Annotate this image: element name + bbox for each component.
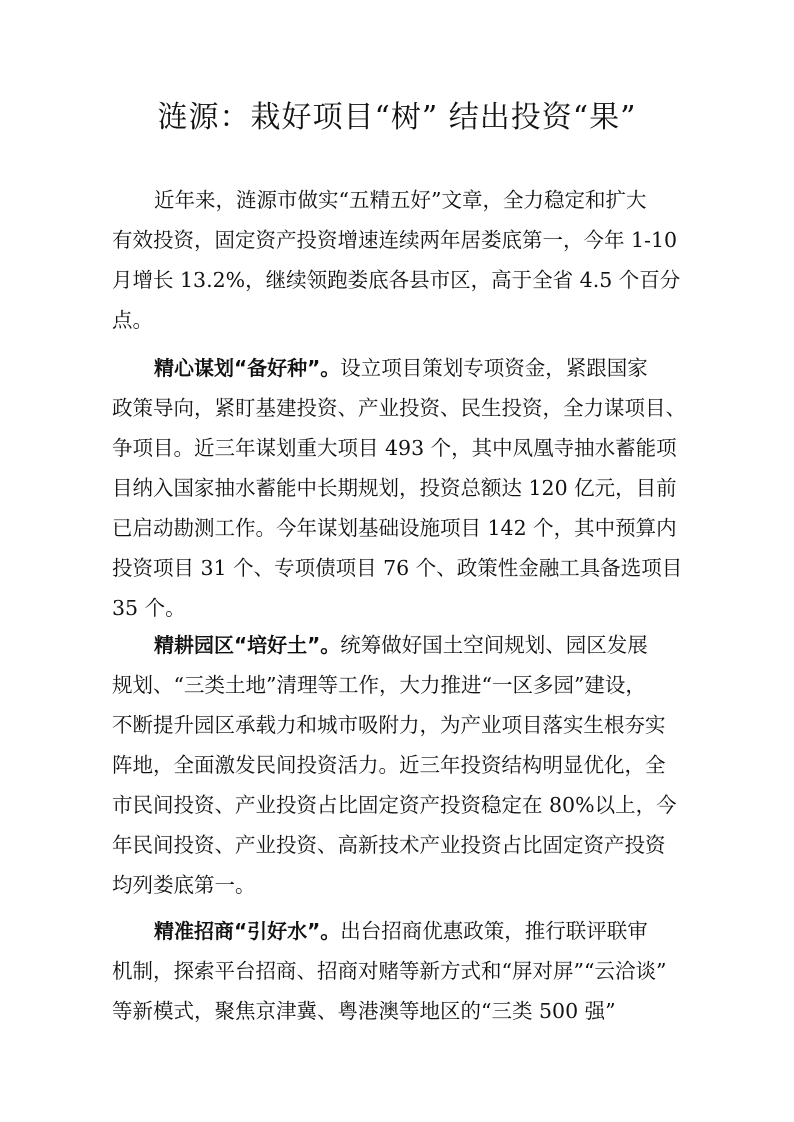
section-lead-heading: 精耕园区“培好土”。 [154, 633, 341, 657]
intro-paragraph [112, 180, 692, 340]
paragraph-line [112, 911, 692, 951]
paragraph-line: 争项目。近三年谋划重大项目 493 个，其中凤凰寺抽水蓄能项 [112, 436, 677, 460]
section-paragraph-planning [112, 348, 692, 628]
paragraph-text: 设立项目策划专项资金，紧跟国家 [340, 356, 648, 380]
paragraph-line: 投资项目 31 个、专项债项目 76 个、政策性金融工具备选项目 [112, 556, 683, 580]
paragraph-line: 政策导向，紧盯基建投资、产业投资、民生投资，全力谋项目、 [112, 396, 686, 420]
paragraph-line: 均列娄底第一。 [112, 873, 256, 897]
section-paragraph-investment-attraction [112, 911, 692, 1031]
paragraph-line: 阵地，全面激发民间投资活力。近三年投资结构明显优化，全 [112, 753, 666, 777]
paragraph-line: 年民间投资、产业投资、高新技术产业投资占比固定资产投资 [112, 833, 666, 857]
paragraph-text: 统筹做好国土空间规划、园区发展 [340, 633, 648, 657]
paragraph-line: 点。 [112, 308, 153, 332]
paragraph-line: 不断提升园区承载力和城市吸附力，为产业项目落实生根夯实 [112, 713, 666, 737]
paragraph-line: 规划、“三类土地”清理等工作，大力推进“一区多园”建设， [112, 673, 646, 697]
paragraph-line: 市民间投资、产业投资占比固定资产投资稳定在 80%以上，今 [112, 793, 677, 817]
paragraph-line: 近年来，涟源市做实“五精五好”文章，全力稳定和扩大 [154, 188, 647, 212]
paragraph-line: 已启动勘测工作。今年谋划基础设施项目 142 个，其中预算内 [112, 516, 677, 540]
paragraph-line: 目纳入国家抽水蓄能中长期规划，投资总额达 120 亿元，目前 [112, 476, 677, 500]
paragraph-line: 月增长 13.2%，继续领跑娄底各县市区，高于全省 4.5 个百分 [112, 268, 681, 292]
paragraph-line: 35 个。 [112, 596, 186, 620]
paragraph-line: 等新模式，聚焦京津冀、粤港澳等地区的“三类 500 强” [112, 999, 616, 1023]
paragraph-line [112, 348, 692, 388]
section-paragraph-parks [112, 625, 692, 905]
section-lead-heading: 精心谋划“备好种”。 [154, 356, 341, 380]
paragraph-text: 出台招商优惠政策，推行联评联审 [340, 919, 648, 943]
section-lead-heading: 精准招商“引好水”。 [154, 919, 341, 943]
paragraph-line: 有效投资，固定资产投资增速连续两年居娄底第一，今年 1-10 [112, 228, 678, 252]
paragraph-line [112, 625, 692, 665]
paragraph-line: 机制，探索平台招商、招商对赌等新方式和“屏对屏”“云洽谈” [112, 959, 667, 983]
article-title: 涟源：栽好项目“树” 结出投资“果” [157, 100, 637, 135]
